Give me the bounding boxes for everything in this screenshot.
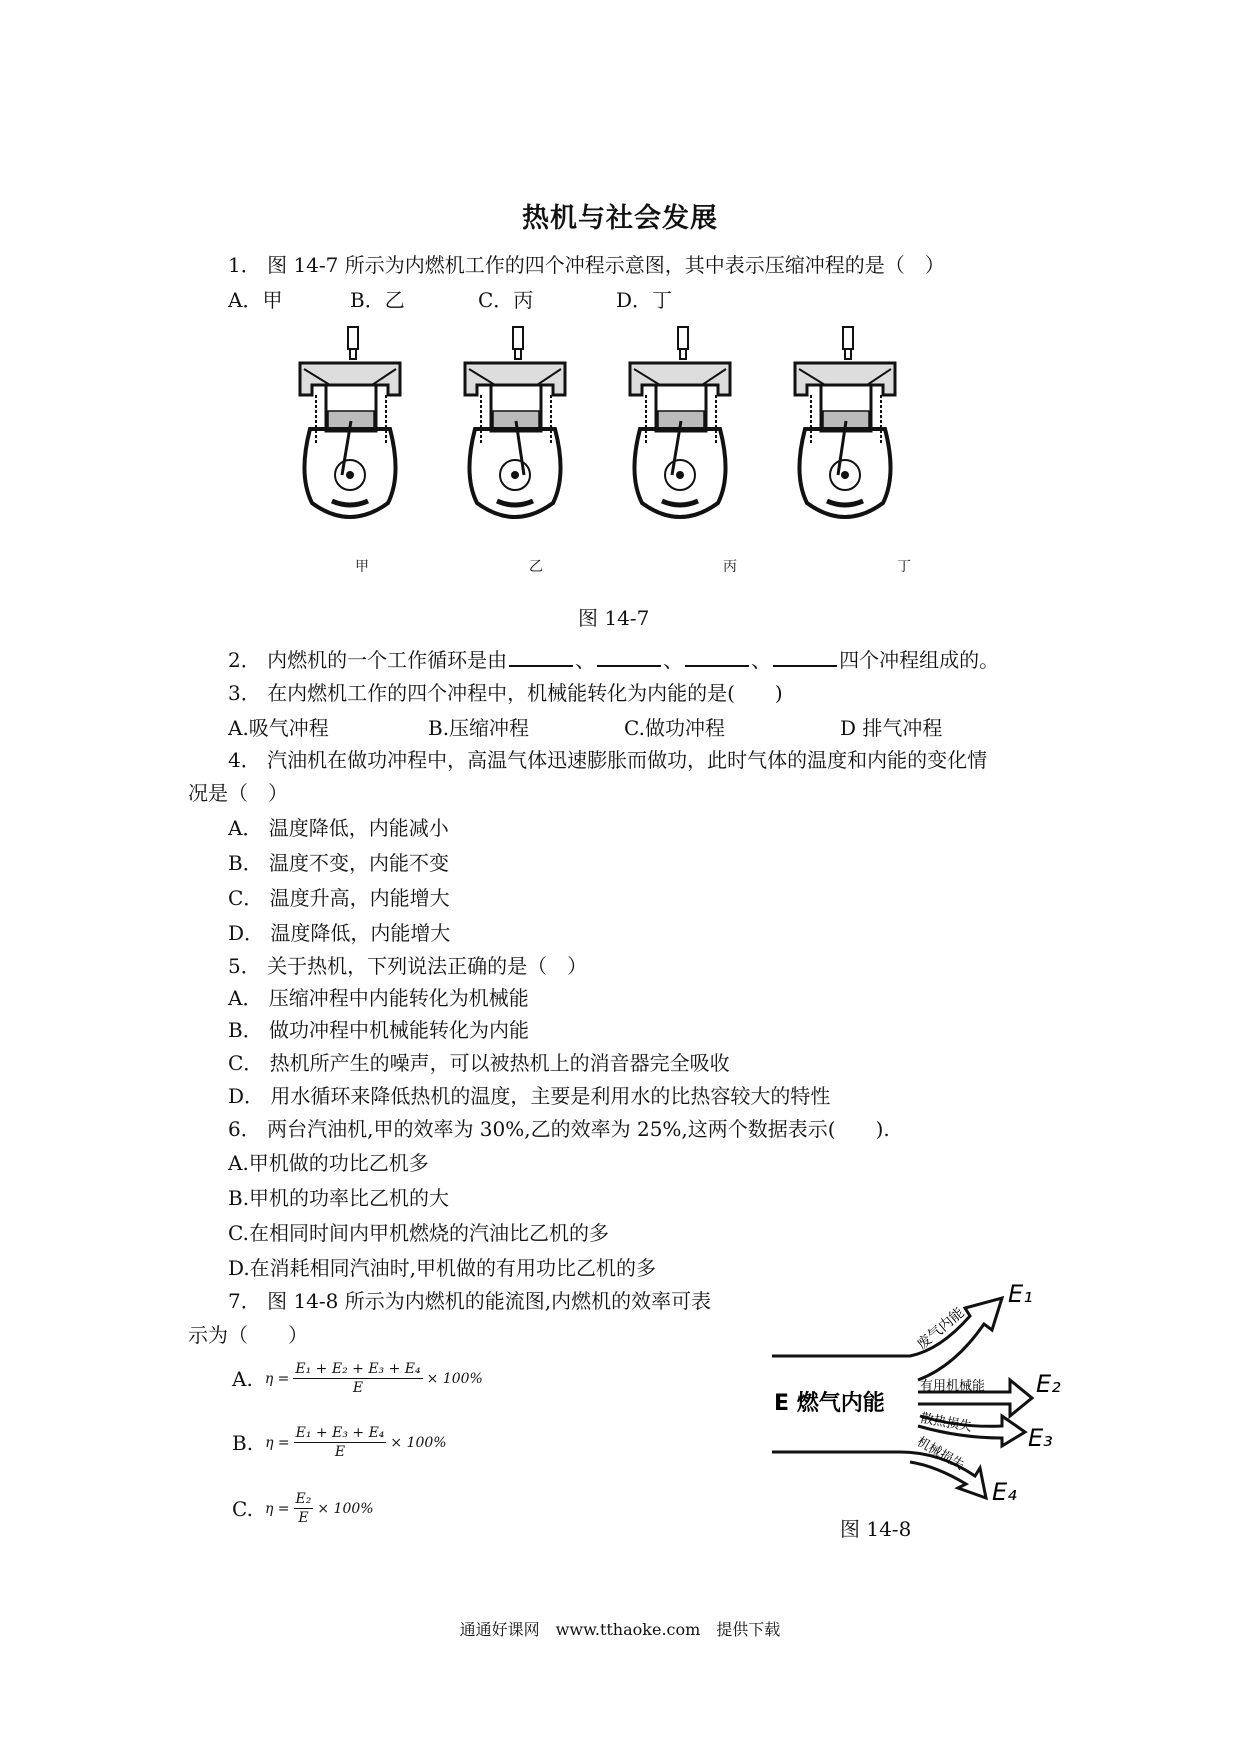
flow-source: E 燃气内能: [774, 1391, 885, 1416]
q2-blank-4[interactable]: [773, 645, 837, 667]
q3-option-d: D 排气冲程: [840, 716, 943, 740]
q2-blank-3[interactable]: [685, 645, 749, 667]
q1-option-b: B．乙: [350, 288, 405, 312]
q2-suffix: 四个冲程组成的。: [839, 648, 1000, 672]
question-3-text: 3． 在内燃机工作的四个冲程中，机械能转化为内能的是( ): [228, 681, 783, 705]
q2-sep-3: 、: [751, 648, 772, 672]
q5-option-d: D． 用水循环来降低热机的温度，主要是利用水的比热容较大的特性: [228, 1084, 831, 1108]
q2-blank-2[interactable]: [597, 645, 661, 667]
figure-14-7-caption: 图 14-7: [578, 606, 650, 630]
q5-option-b: B． 做功冲程中机械能转化为内能: [228, 1018, 530, 1042]
engine-label-bing: 丙: [723, 559, 737, 575]
question-1-text: 1． 图 14-7 所示为内燃机工作的四个冲程示意图，其中表示压缩冲程的是（ ）: [228, 253, 945, 277]
q6-option-d: D.在消耗相同汽油时,甲机做的有用功比乙机的多: [228, 1256, 657, 1280]
engine-label-yi: 乙: [529, 559, 543, 575]
q5-option-a: A． 压缩冲程中内能转化为机械能: [228, 986, 529, 1010]
q6-option-b: B.甲机的功率比乙机的大: [228, 1186, 450, 1210]
q3-option-c: C.做功冲程: [624, 716, 725, 740]
question-6-text: 6． 两台汽油机,甲的效率为 30%,乙的效率为 25%,这两个数据表示( ).: [228, 1117, 890, 1141]
q1-option-d: D．丁: [616, 288, 673, 312]
page-title: 热机与社会发展: [522, 203, 718, 234]
q4-option-d: D． 温度降低，内能增大: [228, 921, 451, 945]
q3-option-a: A.吸气冲程: [228, 716, 329, 740]
footer: 通通好课网 www.tthaoke.com 提供下载: [459, 1620, 781, 1639]
question-4-line1: 4． 汽油机在做功冲程中，高温气体迅速膨胀而做功，此时气体的温度和内能的变化情: [228, 748, 988, 772]
q4-option-c: C． 温度升高，内能增大: [228, 886, 450, 910]
branch-useful: 有用机械能: [920, 1379, 986, 1394]
q2-blank-1[interactable]: [509, 645, 573, 667]
branch-exhaust: 废气内能: [914, 1304, 968, 1354]
branch-heat: 散热损失: [919, 1411, 974, 1435]
q7-option-a: A. η = $\frac{\text{E₁ + E₂ + E₃ + E₄}}{E}$ × 100%: [232, 1361, 483, 1396]
question-5-text: 5． 关于热机，下列说法正确的是（ ）: [228, 954, 588, 978]
q6-option-a: A.甲机做的功比乙机多: [228, 1151, 429, 1175]
q7-option-b: B. η = $\frac{\text{E₁ + E₃ + E₄}}{E}$ × 100%: [232, 1425, 447, 1460]
engine-label-jia: 甲: [355, 559, 369, 575]
question-4-line2: 况是（ ）: [188, 781, 288, 805]
q2-sep-2: 、: [663, 648, 684, 672]
question-7-line2: 示为（ ）: [188, 1323, 308, 1347]
engine-strokes-figure: [290, 325, 980, 575]
q2-sep-1: 、: [575, 648, 596, 672]
q4-option-b: B． 温度不变，内能不变: [228, 851, 450, 875]
output-e2: E₂: [1036, 1370, 1061, 1398]
question-2-text: [228, 645, 999, 675]
q1-option-a: A．甲: [228, 288, 283, 312]
q3-option-b: B.压缩冲程: [428, 716, 530, 740]
figure-14-8-caption: 图 14-8: [840, 1517, 912, 1541]
output-e1: E₁: [1008, 1280, 1033, 1308]
energy-flow-figure: [770, 1280, 1070, 1505]
q1-option-c: C．丙: [478, 288, 534, 312]
q4-option-a: A． 温度降低，内能减小: [228, 816, 449, 840]
output-e4: E₄: [992, 1478, 1017, 1505]
output-e3: E₃: [1028, 1424, 1053, 1452]
q2-prefix: 2． 内燃机的一个工作循环是由: [228, 648, 508, 672]
engine-label-ding: 丁: [897, 559, 911, 575]
question-7-line1: 7． 图 14-8 所示为内燃机的能流图,内燃机的效率可表: [228, 1289, 712, 1313]
q7-option-c: C. η = $\frac{\text{E₂}}{E}$ × 100%: [232, 1491, 374, 1526]
q6-option-c: C.在相同时间内甲机燃烧的汽油比乙机的多: [228, 1221, 609, 1245]
q5-option-c: C． 热机所产生的噪声，可以被热机上的消音器完全吸收: [228, 1051, 730, 1075]
branch-mechanical: 机械损失: [914, 1434, 967, 1474]
